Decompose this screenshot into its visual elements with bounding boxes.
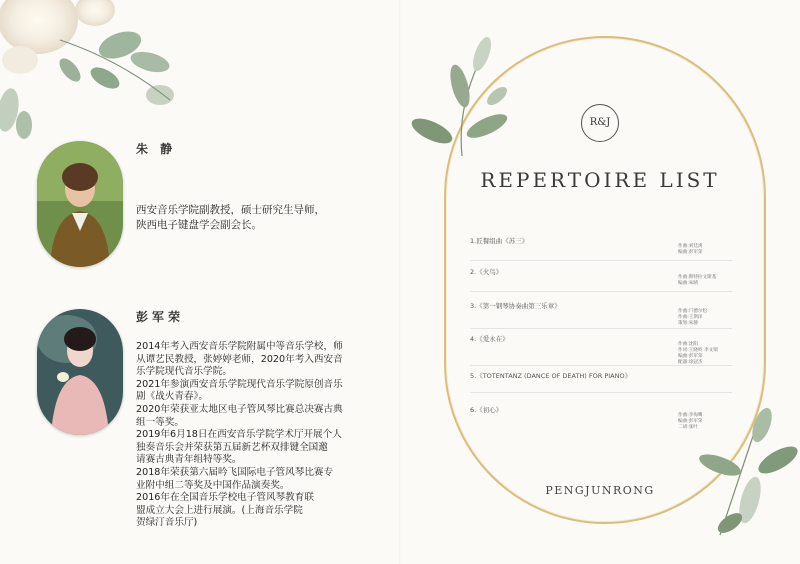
credit-line: 二胡:张叶 [678, 425, 698, 430]
repertoire-title: REPERTOIRE LIST [480, 168, 720, 192]
bio-line: 2021年参演西安音乐学院现代音乐学院原创音乐 [136, 378, 343, 390]
credit-line: 作曲:李海鹰 [678, 413, 703, 418]
bio-line: 陕西电子键盘学会副会长。 [136, 219, 262, 231]
credit-line: 作曲:沈阳 [678, 342, 698, 347]
piece-title: 5.《TOTENTANZ (DANCE OF DEATH) FOR PIANO》 [470, 372, 632, 380]
bio-line: 请赛古典青年组特等奖。 [136, 454, 242, 466]
credit-line: 配器:徐冠杰 [678, 360, 703, 365]
piece-credits [678, 244, 703, 256]
bio-line: 2020年荣获亚太地区电子管风琴比赛总决赛古典 [136, 403, 343, 415]
credit-line: 作曲:门德尔松 [678, 309, 708, 314]
bio-line: 2018年荣获第六届吟飞国际电子管风琴比赛专 [136, 466, 334, 478]
bio-line: 业附中组二等奖及中国作品演奏奖。 [136, 479, 290, 491]
piece-title: 3.《第一钢琴协奏曲第三乐章》 [470, 302, 561, 310]
credit-line: 作词:王晓岭 李文瑞 [678, 348, 718, 353]
bio-line: 乐学院现代音乐学院。 [136, 366, 232, 378]
profile-bio [136, 341, 376, 530]
bio-line: 组一等奖。 [136, 416, 184, 428]
portrait-photo [37, 141, 123, 267]
bio-line: 贺绿汀音乐厅) [136, 517, 198, 529]
credit-line: 编曲:朱晴 [678, 281, 698, 286]
bio-line: 剧《战火青春》。 [136, 391, 208, 403]
bio-line: 盟成立大会上进行展演。(上海音乐学院 [136, 504, 303, 516]
credit-line: 作曲:王斯泽 [678, 315, 703, 320]
monogram-logo: R&J [581, 104, 619, 142]
floral-decoration [0, 0, 200, 150]
portrait-photo [37, 309, 123, 435]
bio-line: 从谭艺民教授，张婷婷老师，2020年考入西安音 [136, 353, 343, 365]
divider [470, 260, 732, 261]
profile-name: 彭军荣 [136, 310, 185, 324]
profile-name: 朱 静 [136, 142, 177, 156]
credit-line: 编曲:彭军荣 [678, 419, 703, 424]
leaf-decoration [402, 36, 522, 166]
piece-credits [678, 342, 718, 366]
piece-title: 1.匠餐组曲《苏三》 [470, 237, 529, 245]
leaf-decoration [690, 405, 800, 545]
piece-credits [678, 309, 707, 327]
divider [470, 365, 732, 366]
profile-bio [136, 203, 376, 233]
credit-line: 作曲:刘廷禹 [678, 244, 703, 249]
credit-line: 编曲:彭军荣 [678, 354, 703, 359]
piece-credits [678, 275, 716, 287]
divider [470, 291, 732, 292]
performer-name: PENGJUNRONG [545, 484, 655, 497]
piece-title: 4.《爱永在》 [470, 335, 509, 343]
bio-line: 2019年6月18日在西安音乐学院学术厅开展个人 [136, 429, 342, 441]
piece-title: 2.《火鸟》 [470, 268, 503, 276]
credit-line: 策划:朱静 [678, 321, 698, 326]
piece-credits [678, 413, 703, 431]
divider [470, 328, 732, 329]
bio-line: 独奏音乐会并荣获第五届新艺杯双排键全国邀 [136, 441, 328, 453]
right-page [400, 0, 800, 564]
bio-line: 西安音乐学院副教授，硕士研究生导师， [136, 204, 325, 216]
divider [470, 392, 732, 393]
bio-line: 2016年在全国音乐学校电子管风琴教育联 [136, 492, 314, 504]
credit-line: 作曲:斯特拉文斯基 [678, 275, 717, 280]
credit-line: 编曲:彭军荣 [678, 250, 703, 255]
piece-title: 6.《初心》 [470, 406, 503, 414]
bio-line: 2014年考入西安音乐学院附属中等音乐学校，师 [136, 341, 343, 352]
